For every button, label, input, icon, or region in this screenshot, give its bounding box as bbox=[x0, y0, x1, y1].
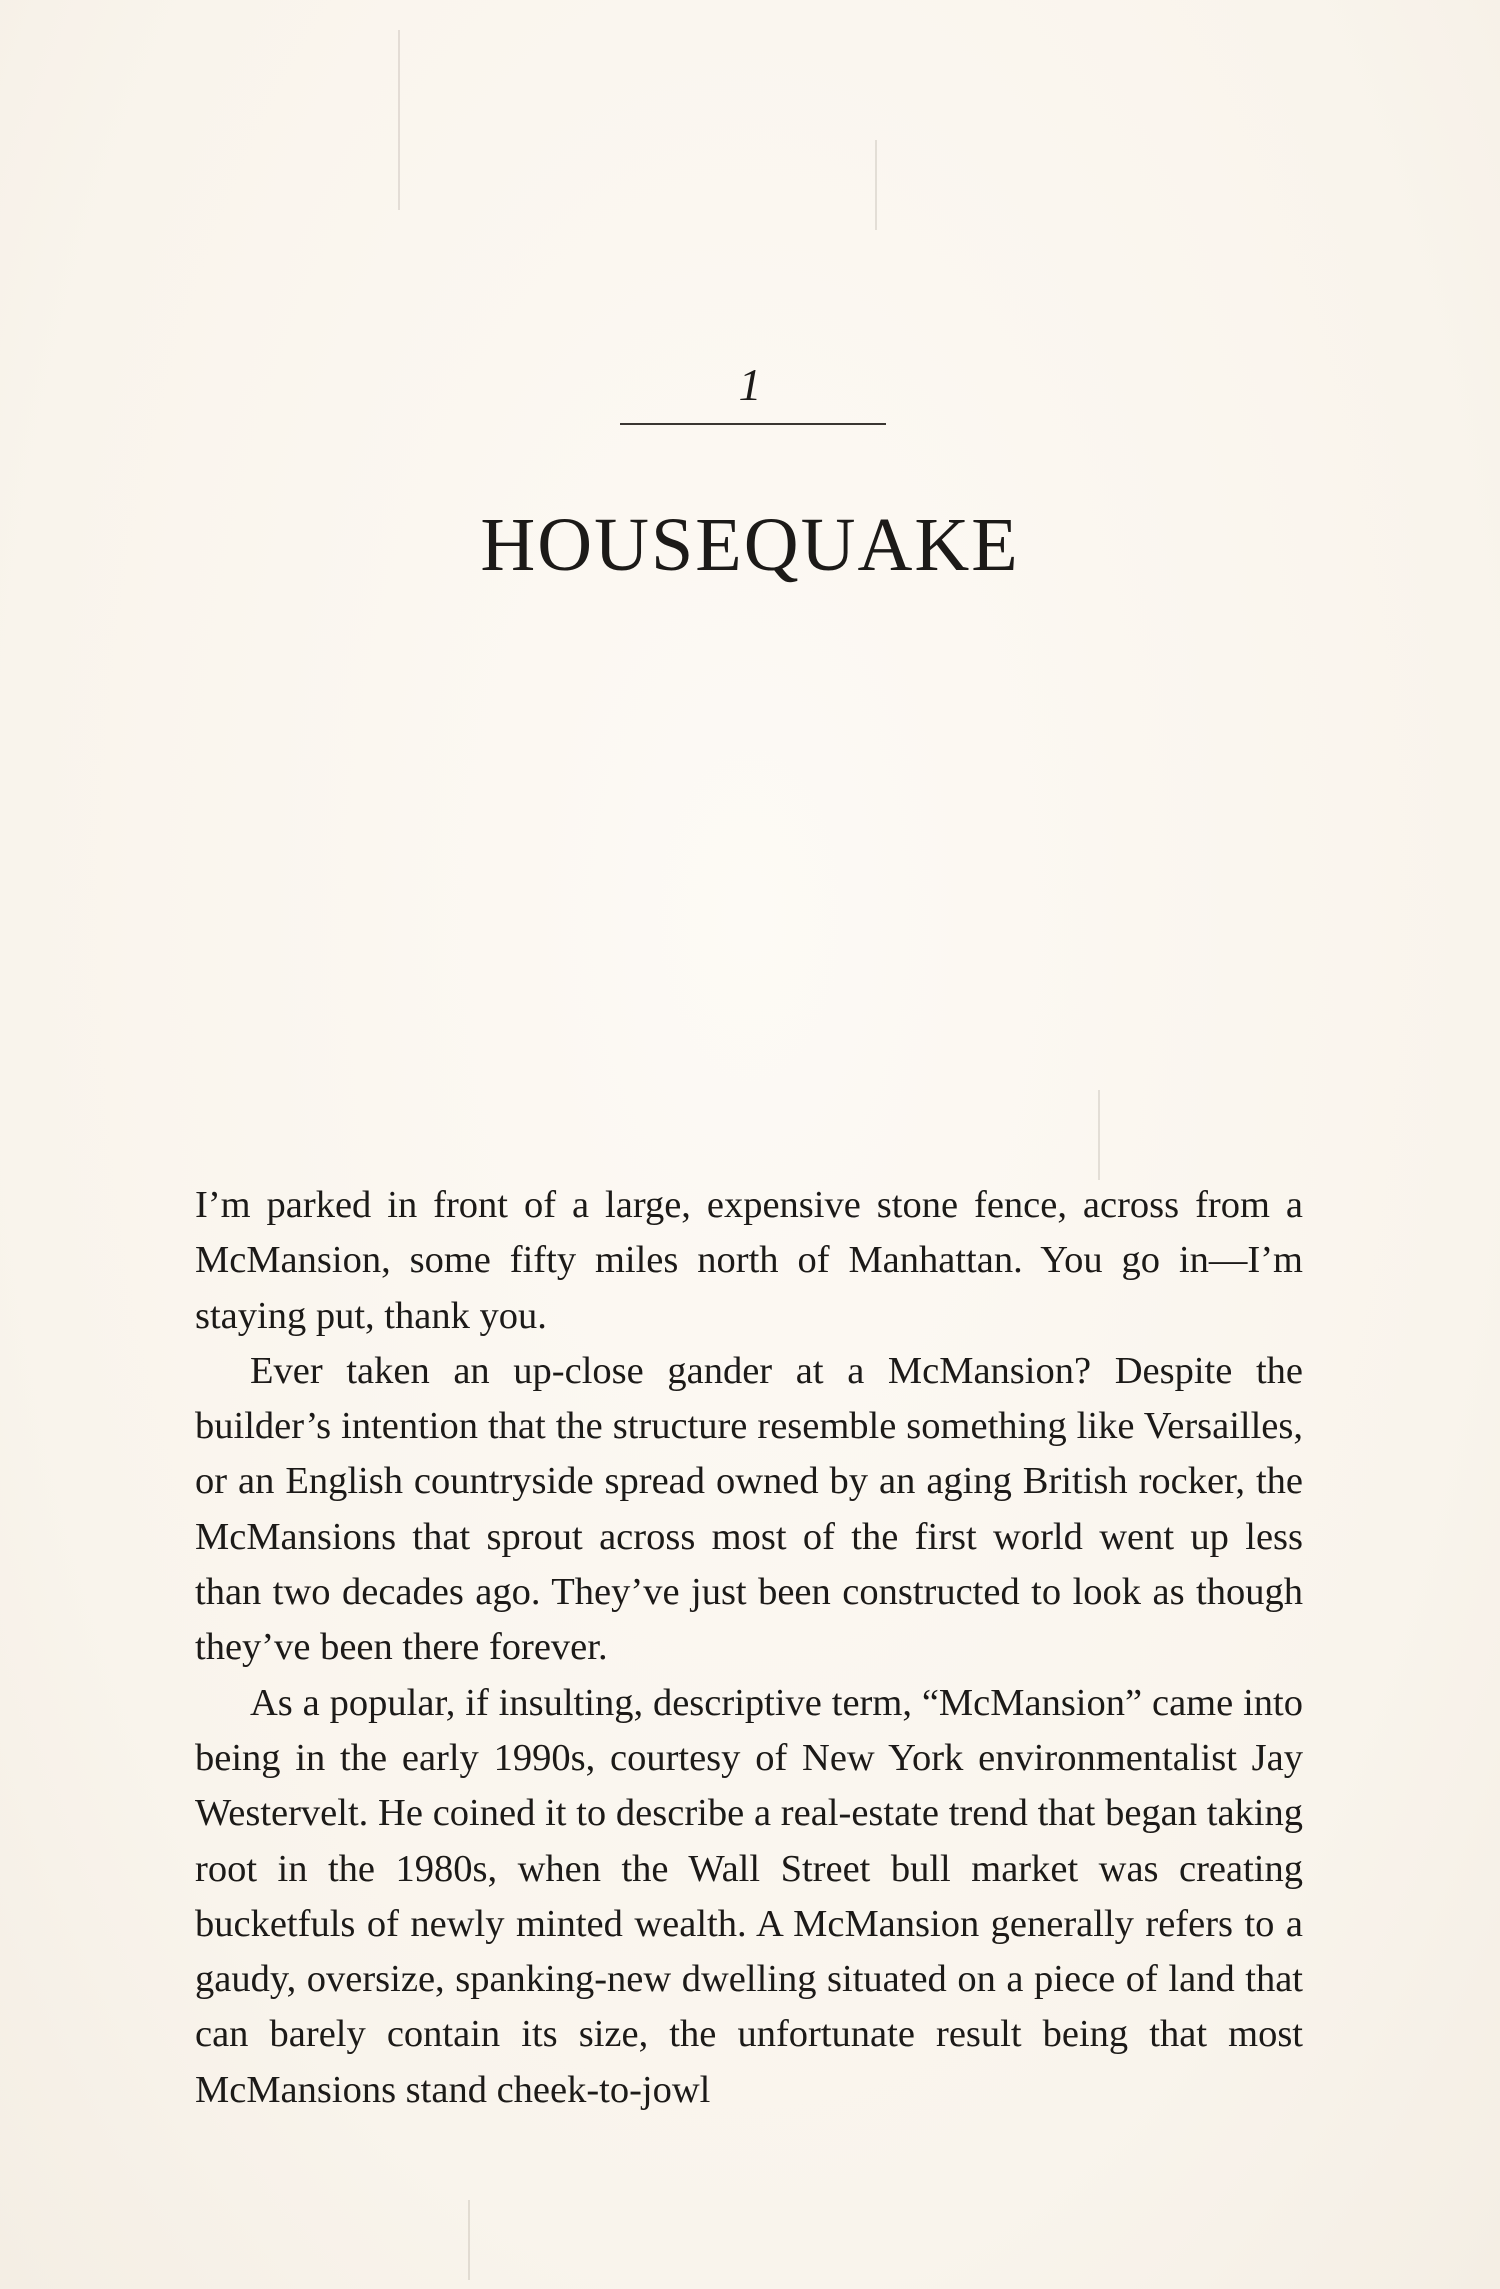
chapter-rule bbox=[620, 423, 886, 425]
paper-texture-mark bbox=[1098, 1090, 1100, 1180]
paragraph-3: As a popular, if insulting, descriptive term, “McMansion” came into being in the early 1990s, courtesy of New York environmentalist Jay Westervelt. He coined it to describe a real-estate trend that began taking root in the 1980s, when the Wall Street bull market was creating bucketfuls of newly minted wealth. A McMansion generally refers to a gaudy, oversize, spanking-new dwelling situated on a piece of land that can barely contain its size, the unfortunate result being that most McMansions stand cheek-to-jowl bbox=[195, 1681, 1303, 2111]
paragraph-1: I’m parked in front of a large, expensive stone fence, across from a McMansion, some fifty miles north of Manhattan. You go in—I’m staying put, thank you. bbox=[195, 1184, 1303, 1337]
chapter-number: 1 bbox=[738, 359, 762, 410]
paragraph-2: Ever taken an up-close gander at a McMansion? Despite the builder’s intention that the structure resemble something like Versailles, or an English countryside spread owned by an aging British rocker, the McMansions that sprout across most of the first world went up less than two decades ago. They’ve just been constructed to look as though they’ve been there forever. bbox=[195, 1349, 1303, 1669]
paper-texture-mark bbox=[875, 140, 877, 230]
paper-texture-mark bbox=[398, 30, 400, 210]
body-text bbox=[195, 1178, 1303, 2118]
paper-texture-mark bbox=[468, 2200, 470, 2280]
chapter-title: HOUSEQUAKE bbox=[480, 503, 1020, 587]
